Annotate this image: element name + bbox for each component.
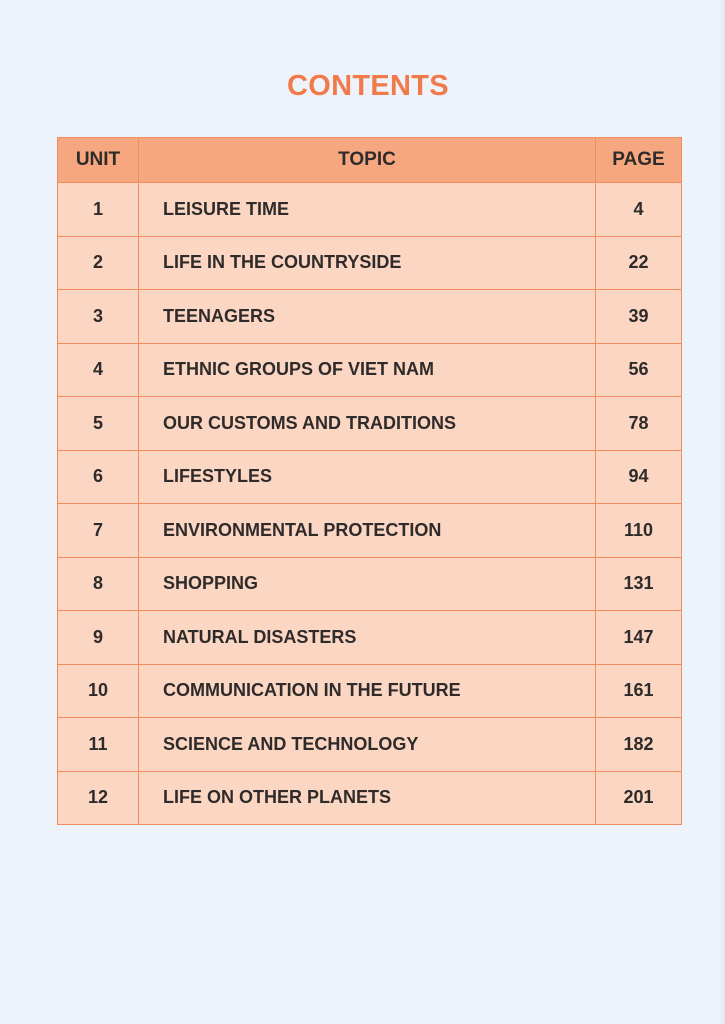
unit-number: 8 [58,557,139,611]
table-row [58,450,682,504]
unit-number: 9 [58,611,139,665]
contents-table [57,137,682,825]
page-number: 4 [596,183,682,237]
page-edge [719,0,725,1024]
unit-number: 7 [58,504,139,558]
topic-title: SCIENCE AND TECHNOLOGY [139,718,596,772]
table-row [58,718,682,772]
topic-title: NATURAL DISASTERS [139,611,596,665]
topic-title: ENVIRONMENTAL PROTECTION [139,504,596,558]
topic-title: SHOPPING [139,557,596,611]
topic-title: TEENAGERS [139,290,596,344]
topic-title: LEISURE TIME [139,183,596,237]
topic-title: COMMUNICATION IN THE FUTURE [139,664,596,718]
unit-number: 6 [58,450,139,504]
table-body [58,183,682,825]
unit-number: 3 [58,290,139,344]
topic-title: ETHNIC GROUPS OF VIET NAM [139,343,596,397]
page-number: 201 [596,771,682,825]
table-row [58,343,682,397]
header-unit: UNIT [58,138,139,183]
unit-number: 1 [58,183,139,237]
topic-title: LIFESTYLES [139,450,596,504]
page-number: 182 [596,718,682,772]
table-row [58,183,682,237]
table-row [58,771,682,825]
page-number: 131 [596,557,682,611]
unit-number: 10 [58,664,139,718]
unit-number: 12 [58,771,139,825]
unit-number: 4 [58,343,139,397]
page-number: 147 [596,611,682,665]
table-row [58,504,682,558]
topic-title: OUR CUSTOMS AND TRADITIONS [139,397,596,451]
header-row [58,138,682,183]
table-row [58,290,682,344]
table-row [58,664,682,718]
page-title: CONTENTS [287,70,449,102]
topic-title: LIFE IN THE COUNTRYSIDE [139,236,596,290]
header-topic: TOPIC [139,138,596,183]
page-number: 39 [596,290,682,344]
unit-number: 11 [58,718,139,772]
page-number: 78 [596,397,682,451]
table-header [58,138,682,183]
page-number: 94 [596,450,682,504]
unit-number: 5 [58,397,139,451]
topic-title: LIFE ON OTHER PLANETS [139,771,596,825]
table-row [58,557,682,611]
page-number: 22 [596,236,682,290]
table-row [58,611,682,665]
table-row [58,236,682,290]
table-row [58,397,682,451]
page-number: 161 [596,664,682,718]
page-number: 110 [596,504,682,558]
header-page: PAGE [596,138,682,183]
page-number: 56 [596,343,682,397]
unit-number: 2 [58,236,139,290]
